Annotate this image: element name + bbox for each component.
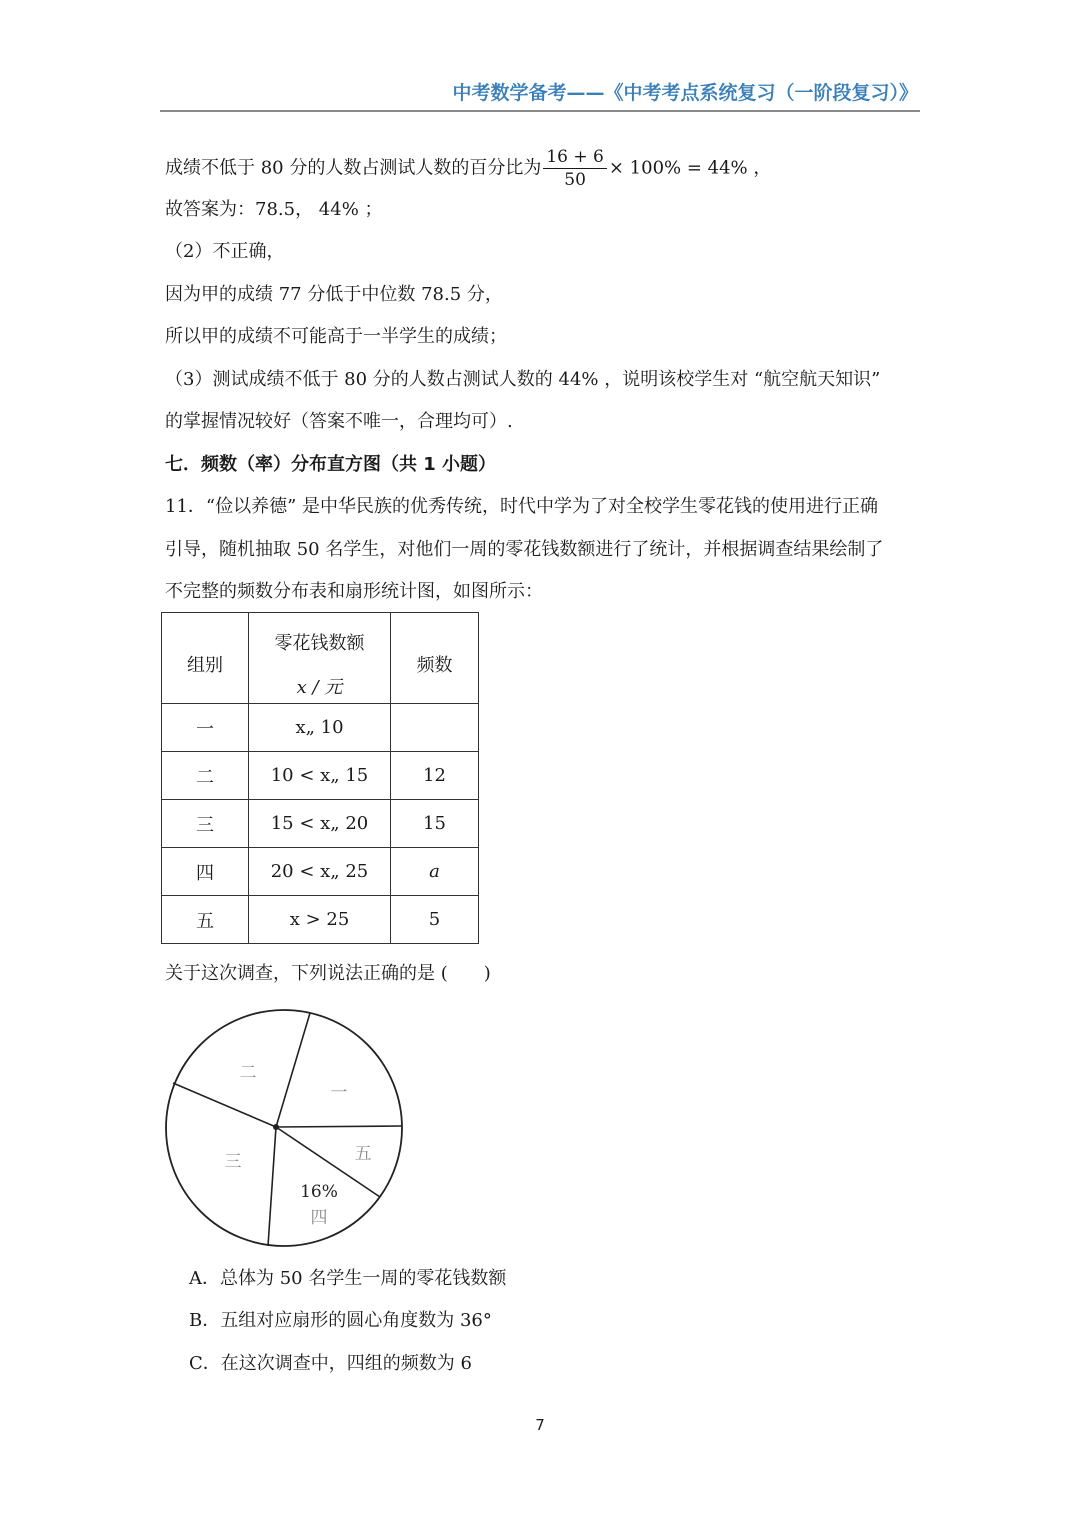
table-cell: 四 (162, 848, 249, 896)
table-row (162, 752, 479, 800)
answer-line-1 (165, 146, 771, 191)
pie-divider (276, 1126, 402, 1127)
header-frequency: 频数 (416, 655, 453, 676)
option-c: C．在这次调查中，四组的频数为 6 (189, 1353, 472, 1374)
option-b: B．五组对应扇形的圆心角度数为 36° (189, 1310, 492, 1331)
table-cell: 15 < x„ 20 (249, 800, 391, 848)
answer-line-5: 所以甲的成绩不可能高于一半学生的成绩； (165, 326, 507, 347)
table-header-cell (249, 613, 391, 704)
pie-label-group4: 四 (310, 1208, 328, 1228)
table-cell: x„ 10 (249, 704, 391, 752)
answer-line-1-result: × 100% = 44% ， (608, 157, 772, 179)
question-line-3: 不完整的频数分布表和扇形统计图，如图所示： (165, 581, 543, 602)
table-row (162, 896, 479, 944)
pie-circle (166, 1010, 402, 1246)
table-cell: 二 (162, 752, 249, 800)
table-cell: 三 (162, 800, 249, 848)
fraction-numerator: 16 + 6 (543, 146, 607, 169)
pie-label-group5: 五 (354, 1144, 372, 1164)
answer-line-1-text: 成绩不低于 80 分的人数占测试人数的百分比为 (165, 157, 542, 179)
answer-line-7: 的掌握情况较好（答案不唯一，合理均可）. (165, 411, 513, 432)
pie-label-group3: 三 (224, 1152, 242, 1172)
header-amount: 零花钱数额 (274, 633, 365, 654)
table-cell: 5 (391, 896, 479, 944)
table-cell: a (391, 848, 479, 896)
pie-chart (160, 1005, 410, 1255)
question-stem: 关于这次调查，下列说法正确的是 ( ) (165, 963, 491, 984)
table-cell (391, 704, 479, 752)
page-number: 7 (535, 1416, 545, 1434)
answer-line-3: （2）不正确， (165, 241, 285, 262)
table-cell: 五 (162, 896, 249, 944)
pie-label-percent: 16% (300, 1182, 338, 1202)
fraction (543, 146, 607, 191)
table-header-cell (391, 613, 479, 704)
pie-divider (268, 1127, 276, 1246)
option-a: A．总体为 50 名学生一周的零花钱数额 (189, 1268, 507, 1289)
table-cell: 20 < x„ 25 (249, 848, 391, 896)
question-line-1: 11．“俭以养德” 是中华民族的优秀传统，时代中学为了对全校学生零花钱的使用进行正确 (165, 496, 879, 517)
pie-divider (276, 1013, 310, 1127)
question-line-2: 引导，随机抽取 50 名学生，对他们一周的零花钱数额进行了统计，并根据调查结果绘制了 (165, 539, 884, 560)
table-cell: 10 < x„ 15 (249, 752, 391, 800)
table-row (162, 848, 479, 896)
pie-label-group2: 二 (239, 1063, 257, 1083)
header-unit: x / 元 (296, 677, 343, 698)
section-title: 七．频数（率）分布直方图（共 1 小题） (165, 454, 497, 475)
answer-line-2: 故答案为：78.5， 44% ； (165, 199, 383, 220)
table-row (162, 800, 479, 848)
page-header (160, 76, 920, 112)
frequency-table (161, 612, 479, 944)
table-header-cell (162, 613, 249, 704)
pie-divider (173, 1083, 276, 1127)
table-cell: 15 (391, 800, 479, 848)
answer-line-4: 因为甲的成绩 77 分低于中位数 78.5 分， (165, 284, 503, 305)
header-group: 组别 (187, 655, 223, 676)
table-cell: 12 (391, 752, 479, 800)
answer-line-6: （3）测试成绩不低于 80 分的人数占测试人数的 44% ，说明该校学生对 “航空航天知识” (165, 369, 881, 390)
pie-center (273, 1124, 279, 1130)
table-cell: x > 25 (249, 896, 391, 944)
pie-label-group1: 一 (330, 1083, 348, 1103)
table-row (162, 704, 479, 752)
table-header-row (162, 613, 479, 704)
header-title: 中考数学备考——《中考考点系统复习（一阶段复习）》 (452, 82, 918, 104)
table-cell: 一 (162, 704, 249, 752)
fraction-denominator: 50 (564, 170, 586, 190)
